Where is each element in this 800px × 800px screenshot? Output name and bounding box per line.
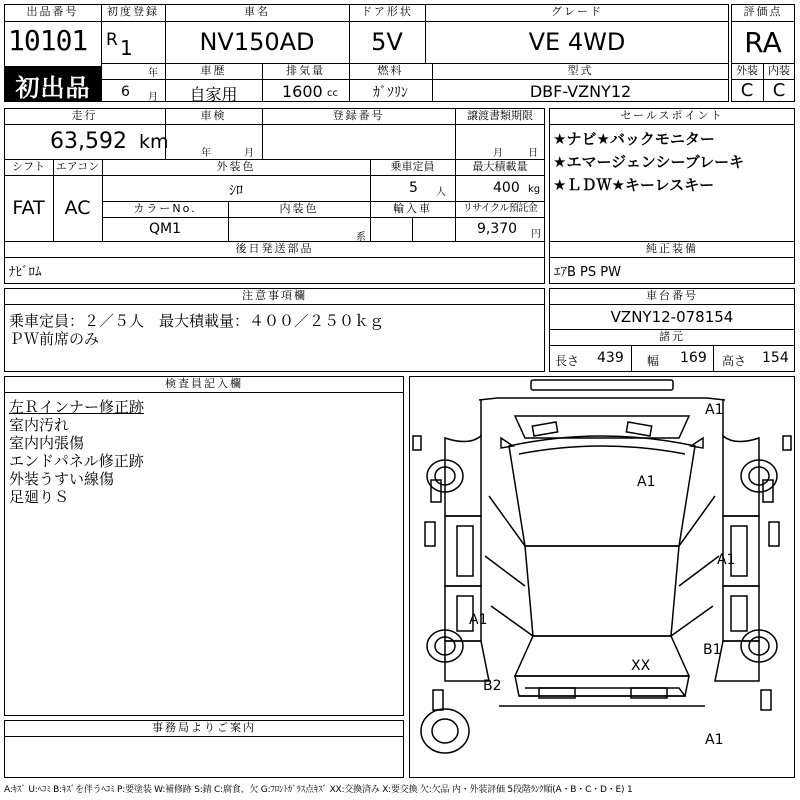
first-listing-text: 初出品 — [15, 74, 91, 102]
lot-number: 10101 — [8, 24, 88, 57]
type-value: DBF-VZNY12 — [529, 82, 632, 101]
sales-point-2: ★エマージェンシーブレーキ — [553, 153, 745, 171]
fuel-value: ｶﾞｿﾘﾝ — [373, 85, 408, 101]
mark-rear-bumper: A1 — [705, 732, 724, 748]
history-label: 車歴 — [200, 64, 227, 77]
interior-value: C — [772, 80, 786, 101]
int-color-label: 内装色 — [279, 202, 319, 215]
first-reg-month: 6 — [121, 84, 130, 100]
chassis-value: VZNY12-078154 — [610, 308, 734, 326]
color-label: 外装色 — [216, 160, 256, 173]
transfer-month: 月 — [493, 148, 503, 159]
plate-label: 登録番号 — [332, 109, 385, 122]
interior-label: 内装 — [768, 64, 790, 77]
notes-label: 注意事項欄 — [242, 289, 307, 302]
width-label: 幅 — [647, 354, 660, 368]
door-label: ドア形状 — [361, 5, 413, 18]
transfer-day: 日 — [528, 148, 538, 159]
score-value: RA — [744, 26, 782, 59]
displacement-unit: cc — [327, 88, 338, 99]
later-parts-label: 後日発送部品 — [235, 242, 314, 255]
capacity-label: 乗車定員 — [390, 160, 435, 173]
inspector-line-2: 室内汚れ — [9, 416, 70, 434]
load-value: 400 — [493, 180, 520, 196]
mark-front-right: A1 — [705, 402, 724, 418]
inspector-line-4: エンドパネル修正跡 — [9, 452, 144, 470]
fuel-label: 燃料 — [377, 64, 404, 77]
exterior-value: C — [740, 80, 754, 101]
door-value: 5V — [371, 28, 403, 56]
model-value: NV150AD — [199, 28, 315, 56]
office-label: 事務局よりご案内 — [152, 721, 256, 734]
inspection-year: 年 — [201, 148, 211, 159]
transfer-label: 譲渡書類期限 — [467, 109, 533, 122]
history-value: 自家用 — [189, 85, 238, 104]
load-label: 最大積載量 — [472, 160, 528, 173]
lot-label: 出品番号 — [26, 5, 79, 18]
width-value: 169 — [680, 350, 707, 366]
import-label: 輸入車 — [393, 202, 432, 215]
length-value: 439 — [597, 350, 624, 366]
type-label: 型式 — [567, 64, 594, 77]
dims-label: 諸元 — [659, 330, 685, 343]
recycle-label: リサイクル預託金 — [462, 203, 538, 214]
ac-label: エアコン — [55, 160, 100, 173]
equipment-value: ｴｱB PS PW — [554, 265, 621, 280]
color-value: ｼﾛ — [229, 183, 243, 199]
recycle-value: 9,370 — [477, 221, 518, 237]
notes-line-2: ＰＷ前席のみ — [9, 330, 100, 348]
mark-left-rear: A1 — [469, 612, 488, 628]
grade-label: グレード — [551, 5, 603, 18]
grade-value: VE 4WD — [528, 28, 626, 56]
month-unit: 月 — [148, 92, 158, 103]
mark-right-door: A1 — [717, 552, 736, 568]
load-unit: kg — [528, 184, 541, 195]
model-label: 車名 — [244, 5, 270, 18]
displacement-label: 排気量 — [286, 64, 325, 77]
int-color-unit: 系 — [356, 232, 366, 243]
capacity-value: 5 — [409, 180, 418, 196]
later-parts-value: ﾅﾋﾞﾛﾑ — [9, 265, 42, 280]
sales-point-3: ★ＬＤＷ★キーレスキー — [553, 176, 715, 194]
first-reg-label: 初度登録 — [107, 5, 159, 18]
exterior-label: 外装 — [736, 64, 758, 77]
mark-right-rear: B1 — [703, 642, 722, 658]
sales-points-label: セールスポイント — [620, 109, 724, 122]
inspection-label: 車検 — [200, 109, 227, 122]
color-no-label: カラーNo. — [133, 202, 197, 215]
shift-value: FAT — [12, 197, 45, 219]
mark-left-quarter: B2 — [483, 678, 502, 694]
displacement-value: 1600 — [282, 82, 323, 101]
mileage-value: 63,592 — [50, 129, 127, 154]
color-no-value: QM1 — [148, 221, 181, 237]
first-reg-year: 1 — [120, 36, 133, 60]
equipment-label: 純正装備 — [646, 242, 698, 255]
length-label: 長さ — [555, 354, 580, 368]
capacity-unit: 人 — [436, 187, 446, 198]
recycle-unit: 円 — [531, 229, 541, 240]
height-value: 154 — [762, 350, 789, 366]
sales-point-1: ★ナビ★バックモニター — [553, 130, 715, 148]
first-reg-era: R — [106, 30, 118, 50]
notes-line-1: 乗車定員：２／５人 最大積載量：４００／２５０ｋｇ — [9, 312, 385, 330]
legend: A:ｷｽﾞ U:ﾍｺﾐ B:ｷｽﾞを伴うﾍｺﾐ P:要塗装 W:補修跡 S:錆 C:腐食、欠 G:ﾌﾛﾝﾄｶﾞﾗｽ点ｷｽﾞ XX:交換済み X:要交換 欠:欠品 内・外装評価 5段階ﾗﾝｸ順(A・B・C・D・E) 1 — [4, 785, 633, 795]
car-damage-diagram — [409, 376, 795, 778]
mileage-label: 走行 — [71, 109, 98, 122]
mark-windshield: A1 — [637, 474, 656, 490]
ac-value: AC — [64, 197, 91, 219]
shift-label: シフト — [12, 160, 45, 173]
inspector-line-1: 左Ｒインナー修正跡 — [9, 398, 145, 416]
mileage-unit: km — [139, 131, 169, 153]
inspector-label: 検査員記入欄 — [165, 377, 243, 390]
inspector-line-5: 外装うすい線傷 — [9, 470, 115, 488]
inspector-line-3: 室内内張傷 — [9, 434, 85, 452]
score-label: 評価点 — [743, 5, 783, 18]
year-unit: 年 — [148, 68, 158, 79]
height-label: 高さ — [722, 354, 747, 368]
chassis-label: 車台番号 — [646, 289, 698, 302]
inspection-month: 月 — [244, 148, 254, 159]
inspector-line-6: 足廻りＳ — [9, 488, 70, 506]
mark-tailgate: XX — [631, 658, 651, 674]
